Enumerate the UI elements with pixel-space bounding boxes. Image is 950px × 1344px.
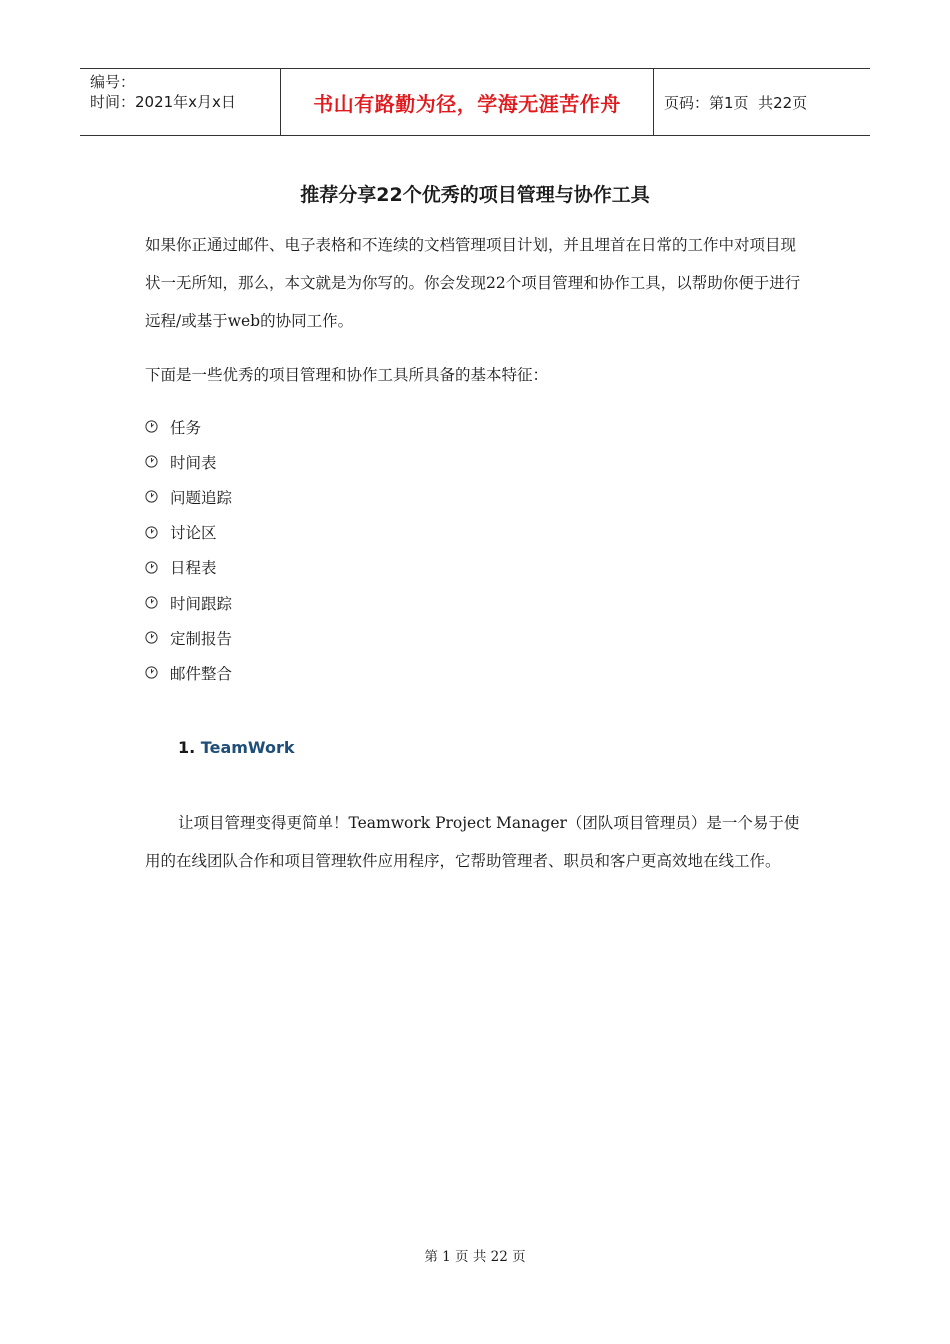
page-info: 页码：第1页 共22页: [664, 93, 808, 112]
list-item: [145, 479, 232, 514]
feature-label: 日程表: [170, 559, 217, 578]
clock-icon: [145, 490, 158, 503]
motto-text: 书山有路勤为径，学海无涯苦作舟: [313, 91, 621, 116]
serial-label: 编号：: [90, 73, 136, 91]
clock-icon: [145, 561, 158, 574]
section-heading: [178, 734, 295, 762]
list-item: [145, 444, 232, 479]
list-item: [145, 655, 232, 690]
clock-icon: [145, 631, 158, 644]
feature-label: 讨论区: [170, 524, 217, 543]
header-meta-cell: [80, 69, 281, 135]
features-list: [145, 409, 232, 691]
clock-icon: [145, 455, 158, 468]
list-item: [145, 409, 232, 444]
page-footer: 第 1 页 共 22 页: [424, 1249, 526, 1265]
feature-label: 定制报告: [170, 629, 233, 648]
document-title: 推荐分享22个优秀的项目管理与协作工具: [300, 184, 650, 206]
header-page-cell: [654, 69, 870, 135]
list-item: [145, 585, 232, 620]
intro-paragraph: 如果你正通过邮件、电子表格和不连续的文档管理项目计划，并且埋首在日常的工作中对项目现状一无所知，那么，本文就是为你写的。你会发现22个项目管理和协作工具，以帮助你便于进行远程/或基于web的协同工作。: [145, 236, 801, 330]
list-item: [145, 515, 232, 550]
feature-label: 时间表: [170, 453, 217, 472]
section-title: TeamWork: [200, 738, 295, 757]
clock-icon: [145, 596, 158, 609]
feature-label: 邮件整合: [170, 664, 233, 683]
feature-label: 任务: [170, 418, 202, 437]
time-label: 时间：2021年x月x日: [90, 93, 236, 111]
section-number: 1.: [178, 738, 196, 757]
feature-label: 时间跟踪: [170, 594, 233, 613]
header-motto-cell: [281, 69, 654, 135]
header-table: [80, 68, 870, 136]
feature-label: 问题追踪: [170, 488, 233, 507]
clock-icon: [145, 526, 158, 539]
section-body-paragraph: 让项目管理变得更简单！Teamwork Project Manager（团队项目管理员）是一个易于使用的在线团队合作和项目管理软件应用程序，它帮助管理者、职员和客户更高效地在线工作。: [145, 814, 800, 870]
clock-icon: [145, 420, 158, 433]
features-lead-paragraph: 下面是一些优秀的项目管理和协作工具所具备的基本特征：: [145, 366, 549, 384]
list-item: [145, 620, 232, 655]
clock-icon: [145, 666, 158, 679]
list-item: [145, 550, 232, 585]
